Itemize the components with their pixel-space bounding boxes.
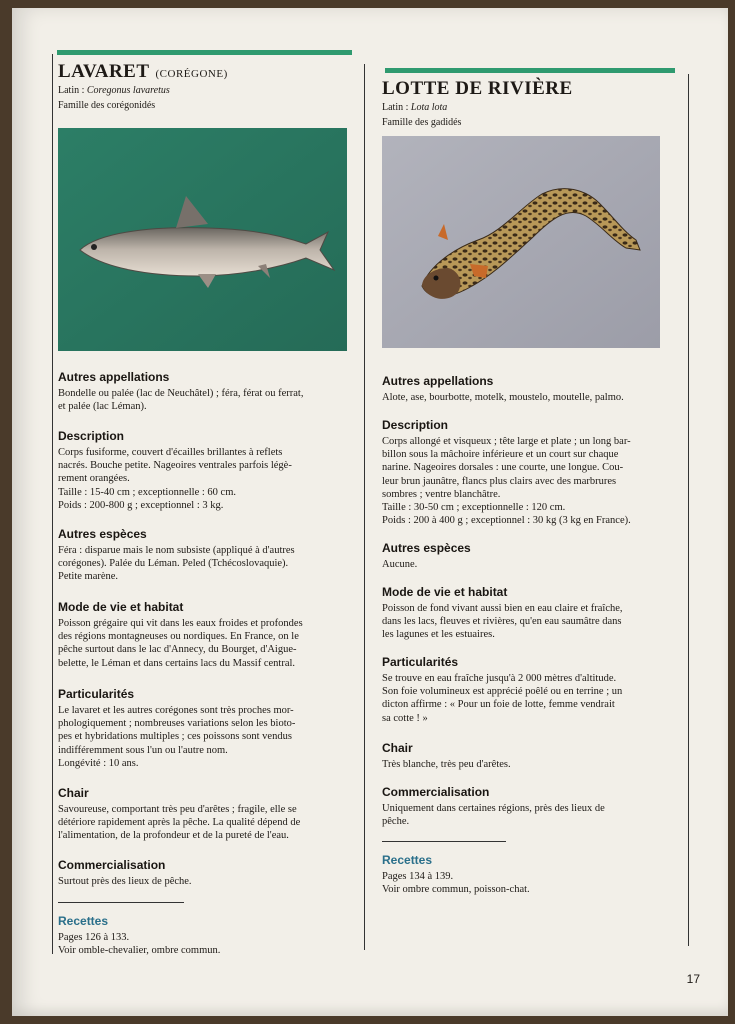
text-line: billon sous la mâchoire inférieure et un court sur chaque bbox=[382, 449, 619, 461]
section-autres-appellations bbox=[58, 370, 358, 413]
text-line: Surtout près des lieux de pêche. bbox=[58, 876, 192, 887]
section-body bbox=[382, 870, 682, 896]
text-line: l'alimentation, de la profondeur et de la pureté de l'eau. bbox=[58, 830, 289, 842]
text-line: et palée (lac Léman). bbox=[58, 401, 147, 413]
section-description bbox=[58, 429, 358, 512]
text-line: belette, le Léman et dans certains lacs du Massif central. bbox=[58, 657, 296, 669]
text-line: rement orangées. bbox=[58, 473, 130, 485]
text-line: pêche. bbox=[382, 816, 410, 828]
section-body bbox=[382, 758, 682, 771]
text-line: Aucune. bbox=[382, 559, 418, 570]
section-heading: Chair bbox=[382, 741, 413, 755]
section-heading: Particularités bbox=[58, 687, 135, 701]
section-particularites bbox=[382, 655, 682, 725]
section-body bbox=[382, 802, 682, 828]
text-line: dans les lacs, fleuves et rivières, qu'en eau saumâtre dans bbox=[382, 616, 622, 628]
section-heading: Chair bbox=[58, 786, 89, 800]
text-line: narine. Nageoires dorsales : une courte, une longue. Cou- bbox=[382, 462, 624, 474]
title-text: LAVARET bbox=[58, 61, 150, 82]
section-description bbox=[382, 418, 682, 527]
section-body bbox=[382, 391, 682, 404]
accent-bar bbox=[385, 68, 675, 73]
section-body bbox=[58, 446, 358, 512]
fish-illustration bbox=[382, 136, 660, 348]
species-header bbox=[58, 61, 358, 113]
section-heading: Mode de vie et habitat bbox=[58, 600, 184, 614]
section-body bbox=[58, 704, 358, 770]
latin-label: Latin : bbox=[58, 85, 85, 96]
text-line: pêche surtout dans le lac d'Annecy, du Bourget, d'Aigue- bbox=[58, 644, 297, 656]
section-body bbox=[58, 617, 358, 670]
section-autres-appellations bbox=[382, 374, 682, 404]
text-line: Uniquement dans certaines régions, près des lieux de bbox=[382, 803, 605, 814]
title-subtitle: (CORÉGONE) bbox=[155, 68, 228, 80]
text-line: Son foie volumineux est apprécié poêlé ou en terrine ; un bbox=[382, 686, 623, 698]
section-heading: Description bbox=[58, 429, 125, 443]
section-autres-especes bbox=[382, 541, 682, 571]
text-line: Alote, ase, bourbotte, motelk, moustelo, moutelle, palmo. bbox=[382, 392, 624, 403]
text-line: Savoureuse, comportant très peu d'arêtes ; fragile, elle se bbox=[58, 804, 297, 815]
section-body bbox=[382, 435, 682, 527]
book-page bbox=[12, 8, 728, 1016]
section-heading: Description bbox=[382, 418, 449, 432]
section-heading: Mode de vie et habitat bbox=[382, 585, 508, 599]
text-line: Taille : 15-40 cm ; exceptionnelle : 60 cm. bbox=[58, 486, 237, 498]
section-heading: Commercialisation bbox=[58, 858, 166, 872]
text-line: Corps fusiforme, couvert d'écailles brillantes à reflets bbox=[58, 447, 283, 458]
section-recettes bbox=[58, 914, 358, 957]
page-number: 17 bbox=[686, 972, 700, 986]
section-chair bbox=[58, 786, 358, 843]
section-body bbox=[58, 544, 358, 584]
section-heading: Autres espèces bbox=[58, 527, 147, 541]
species-header bbox=[382, 78, 682, 130]
section-heading: Autres appellations bbox=[382, 374, 494, 388]
section-autres-especes bbox=[58, 527, 358, 584]
lavaret-photo bbox=[58, 128, 347, 351]
latin-line bbox=[58, 83, 358, 98]
recettes-rule bbox=[382, 841, 506, 842]
family-line: Famille des corégonidés bbox=[58, 100, 156, 111]
title-text: LOTTE DE RIVIÈRE bbox=[382, 78, 573, 99]
text-line: Se trouve en eau fraîche jusqu'à 2 000 mètres d'altitude. bbox=[382, 673, 617, 684]
text-line: phologiquement ; nombreuses variations selon les bioto- bbox=[58, 718, 296, 730]
section-body bbox=[58, 387, 358, 413]
column-divider-middle bbox=[364, 64, 365, 950]
text-line: Poisson grégaire qui vit dans les eaux froides et profondes bbox=[58, 618, 303, 629]
species-title bbox=[58, 61, 358, 83]
text-line: Voir ombre commun, poisson-chat. bbox=[382, 884, 530, 896]
text-line: nacrés. Bouche petite. Nageoires ventrales parfois légè- bbox=[58, 460, 292, 472]
text-line: Poids : 200-800 g ; exceptionnel : 3 kg. bbox=[58, 499, 224, 511]
text-line: Féra : disparue mais le nom subsiste (appliqué à d'autres bbox=[58, 545, 295, 556]
section-heading: Autres espèces bbox=[382, 541, 471, 555]
text-line: Corps allongé et visqueux ; tête large et plate ; un long bar- bbox=[382, 436, 631, 447]
accent-bar bbox=[57, 50, 352, 55]
section-body bbox=[382, 558, 682, 571]
text-line: Poisson de fond vivant aussi bien en eau claire et fraîche, bbox=[382, 603, 623, 614]
section-recettes bbox=[382, 853, 682, 896]
text-line: des régions montagneuses ou nordiques. En France, on le bbox=[58, 631, 299, 643]
text-line: Très blanche, très peu d'arêtes. bbox=[382, 759, 511, 770]
text-line: les lagunes et les estuaires. bbox=[382, 629, 495, 641]
text-line: détériore rapidement après la pêche. La qualité dépend de bbox=[58, 817, 301, 829]
lotte-photo bbox=[382, 136, 660, 348]
recettes-rule bbox=[58, 902, 184, 903]
text-line: Voir omble-chevalier, ombre commun. bbox=[58, 945, 221, 957]
section-particularites bbox=[58, 687, 358, 770]
family-line: Famille des gadidés bbox=[382, 117, 462, 128]
section-heading: Recettes bbox=[58, 914, 109, 928]
section-heading: Autres appellations bbox=[58, 370, 170, 384]
section-body bbox=[58, 931, 358, 957]
section-body bbox=[58, 803, 358, 843]
section-commercialisation bbox=[382, 785, 682, 828]
latin-name: Lota lota bbox=[410, 102, 448, 113]
section-mode-de-vie bbox=[382, 585, 682, 642]
section-chair bbox=[382, 741, 682, 771]
section-body bbox=[58, 875, 358, 888]
text-line: indifféremment sous l'un ou l'autre nom. bbox=[58, 744, 228, 756]
latin-line bbox=[382, 100, 682, 115]
text-line: Poids : 200 à 400 g ; exceptionnel : 30 kg (3 kg en France). bbox=[382, 515, 631, 527]
section-heading: Commercialisation bbox=[382, 785, 490, 799]
text-line: Petite marène. bbox=[58, 571, 119, 583]
text-line: Le lavaret et les autres corégones sont très proches mor- bbox=[58, 705, 294, 716]
text-line: leur brun jaunâtre, flancs plus clairs avec des marbrures bbox=[382, 475, 617, 487]
text-line: corégones). Palée du Léman. Peled (Tchécoslovaquie). bbox=[58, 558, 289, 570]
section-body bbox=[382, 602, 682, 642]
text-line: pes et hybridations multiples ; ces poissons sont vendus bbox=[58, 731, 292, 743]
latin-label: Latin : bbox=[382, 102, 409, 113]
section-heading: Particularités bbox=[382, 655, 459, 669]
column-divider-left bbox=[52, 54, 53, 954]
text-line: Pages 126 à 133. bbox=[58, 932, 130, 943]
section-mode-de-vie bbox=[58, 600, 358, 670]
fish-illustration bbox=[58, 128, 347, 351]
latin-name: Coregonus lavaretus bbox=[86, 85, 170, 96]
text-line: Longévité : 10 ans. bbox=[58, 757, 139, 769]
column-divider-right bbox=[688, 74, 689, 946]
text-line: Taille : 30-50 cm ; exceptionnelle : 120 cm. bbox=[382, 502, 566, 514]
species-title bbox=[382, 78, 682, 100]
text-line: Bondelle ou palée (lac de Neuchâtel) ; féra, férat ou ferrat, bbox=[58, 388, 304, 399]
text-line: sombres ; ventre blanchâtre. bbox=[382, 488, 501, 500]
text-line: sa cotte ! » bbox=[382, 712, 428, 724]
section-heading: Recettes bbox=[382, 853, 433, 867]
text-line: dicton affirme : « Pour un foie de lotte, femme vendrait bbox=[382, 699, 615, 711]
section-body bbox=[382, 672, 682, 725]
text-line: Pages 134 à 139. bbox=[382, 871, 454, 882]
section-commercialisation bbox=[58, 858, 358, 888]
